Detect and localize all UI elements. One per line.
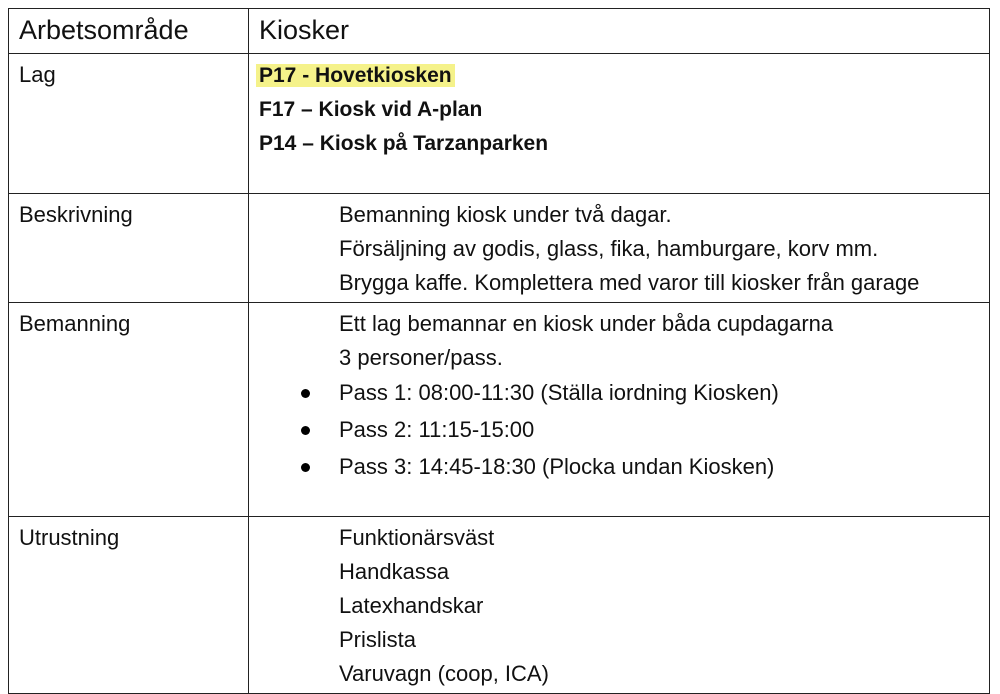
work-area-table — [8, 8, 990, 694]
header-row — [9, 9, 990, 54]
beskrivning-label: Beskrivning — [19, 202, 133, 227]
header-right: Kiosker — [259, 15, 350, 45]
utrustning-item: Handkassa — [339, 559, 450, 584]
shift-item — [339, 377, 989, 414]
bullet-icon — [301, 426, 310, 435]
shift-item — [339, 414, 989, 451]
lag-label: Lag — [19, 62, 56, 87]
bemanning-text — [249, 303, 989, 488]
bemanning-row — [9, 303, 990, 517]
beskrivning-text — [249, 194, 989, 302]
header-right-cell — [249, 9, 990, 54]
beskrivning-line: Bemanning kiosk under två dagar. — [339, 202, 672, 227]
shift-list — [339, 377, 989, 488]
shift-item — [339, 451, 989, 488]
utrustning-item: Varuvagn (coop, ICA) — [339, 661, 549, 686]
utrustning-item: Latexhandskar — [339, 593, 484, 618]
beskrivning-line: Försäljning av godis, glass, fika, hamburgare, korv mm. — [339, 236, 879, 261]
header-left: Arbetsområde — [19, 15, 189, 45]
utrustning-item: Funktionärsväst — [339, 525, 495, 550]
beskrivning-line: Brygga kaffe. Komplettera med varor till kiosker från garage — [339, 270, 920, 295]
utrustning-label: Utrustning — [19, 525, 120, 550]
lag-row — [9, 54, 990, 194]
shift-text: Pass 3: 14:45-18:30 (Plocka undan Kiosken) — [339, 454, 775, 479]
utrustning-list — [249, 517, 989, 693]
bemanning-line: Ett lag bemannar en kiosk under båda cupdagarna — [339, 311, 834, 336]
lag-item — [259, 62, 989, 96]
header-left-cell — [9, 9, 249, 54]
beskrivning-row — [9, 194, 990, 303]
utrustning-row — [9, 517, 990, 694]
lag-list — [249, 54, 989, 164]
utrustning-item: Prislista — [339, 627, 417, 652]
bullet-icon — [301, 463, 310, 472]
shift-text: Pass 2: 11:15-15:00 — [339, 417, 535, 442]
lag-item: F17 – Kiosk vid A-plan — [259, 98, 483, 121]
lag-item-highlighted: P17 - Hovetkiosken — [256, 64, 455, 87]
bullet-icon — [301, 389, 310, 398]
lag-item: P14 – Kiosk på Tarzanparken — [259, 132, 549, 155]
shift-text: Pass 1: 08:00-11:30 (Ställa iordning Kiosken) — [339, 380, 779, 405]
bemanning-line: 3 personer/pass. — [339, 345, 503, 370]
bemanning-label: Bemanning — [19, 311, 131, 336]
